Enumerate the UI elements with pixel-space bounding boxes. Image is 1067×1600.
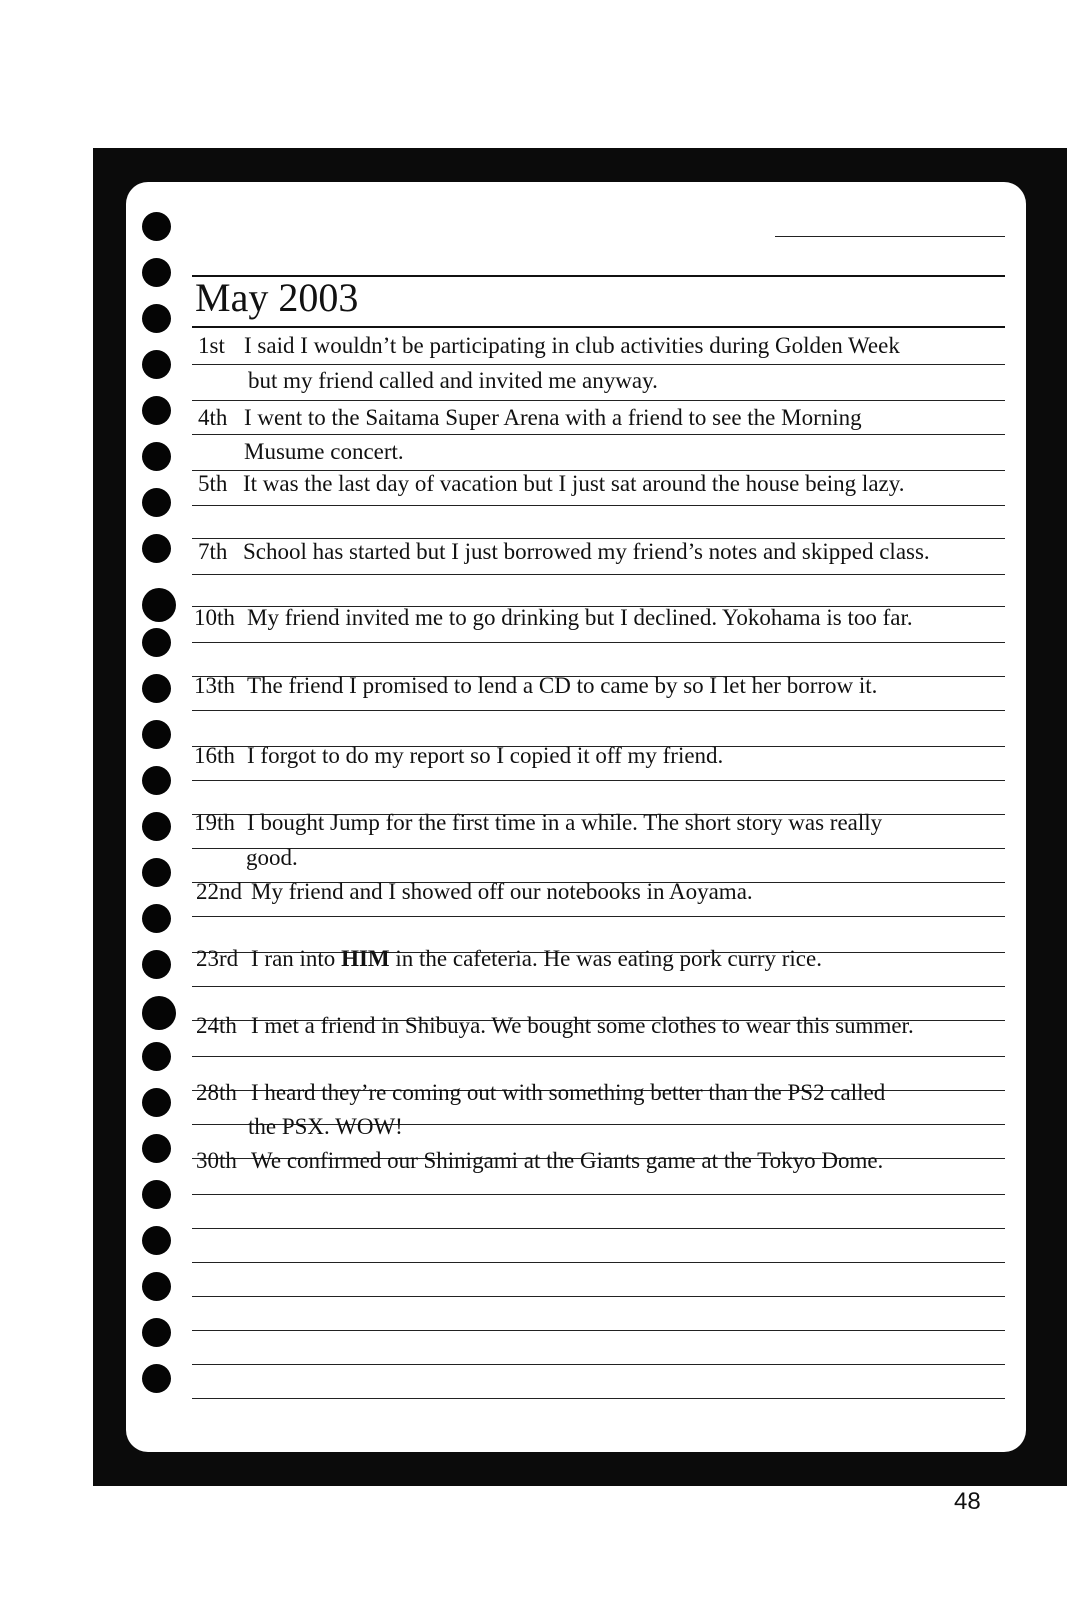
date-line: [775, 236, 1005, 237]
ruled-line: [192, 710, 1005, 711]
entry-day: 13th: [194, 673, 235, 698]
entry-day: 5th: [198, 471, 228, 496]
entry-continuation: Musume concert.: [244, 439, 404, 464]
entry-day: 24th: [196, 1013, 237, 1038]
diary-entry: [196, 877, 753, 907]
diary-entry: [194, 603, 913, 633]
binder-hole: [142, 766, 171, 795]
diary-entry: [198, 331, 900, 361]
diary-month-title: May 2003: [195, 275, 359, 320]
diary-entry: [196, 944, 822, 974]
binder-hole: [142, 212, 171, 241]
binder-hole: [142, 396, 171, 425]
entry-day: 19th: [194, 810, 235, 835]
entry-text: I ran into: [251, 946, 336, 971]
diary-entry: [196, 1078, 885, 1108]
highlighted-word: HIM: [341, 946, 390, 971]
binder-hole: [142, 1226, 171, 1255]
binder-hole: [142, 904, 171, 933]
entry-text: My friend invited me to go drinking but I declined. Yokohama is too far.: [247, 605, 913, 630]
page-number: 48: [954, 1488, 981, 1515]
diary-entry: [194, 671, 877, 701]
ruled-line: [192, 916, 1005, 917]
entry-day: 4th: [198, 405, 228, 430]
ruled-line: [192, 1194, 1005, 1195]
entry-day: 10th: [194, 605, 235, 630]
ruled-line: [192, 326, 1005, 328]
ruled-line: [192, 1398, 1005, 1399]
binder-hole: [142, 720, 171, 749]
entry-text: My friend and I showed off our notebooks in Aoyama.: [251, 879, 753, 904]
binder-hole: [142, 858, 171, 887]
ruled-line: [192, 1056, 1005, 1057]
ruled-line: [192, 1364, 1005, 1365]
binder-hole: [142, 488, 171, 517]
ruled-line: [192, 400, 1005, 401]
entry-text: in the cafeteria. He was eating pork curry rice.: [395, 946, 822, 971]
binder-hole: [142, 258, 171, 287]
ruled-line: [192, 1296, 1005, 1297]
diary-entry: [194, 741, 723, 771]
binder-hole: [142, 442, 171, 471]
entry-text: The friend I promised to lend a CD to came by so I let her borrow it.: [247, 673, 878, 698]
entry-text: We confirmed our Shinigami at the Giants game at the Tokyo Dome.: [251, 1148, 884, 1173]
entry-text: I heard they’re coming out with something better than the PS2 called: [251, 1080, 886, 1105]
diary-entry: [198, 403, 862, 433]
binder-hole: [142, 628, 171, 657]
ruled-line: [192, 1330, 1005, 1331]
entry-continuation: but my friend called and invited me anyway.: [248, 368, 658, 393]
entry-text: I bought Jump for the first time in a while. The short story was really: [247, 810, 883, 835]
entry-continuation: good.: [246, 845, 298, 870]
ruled-line: [192, 574, 1005, 575]
entry-text: It was the last day of vacation but I just sat around the house being lazy.: [243, 471, 905, 496]
entry-day: 16th: [194, 743, 235, 768]
diary-entry: [196, 1146, 883, 1176]
ruled-line: [192, 848, 1005, 849]
binder-hole: [142, 350, 171, 379]
diary-entry: [198, 469, 905, 499]
entry-text: I went to the Saitama Super Arena with a friend to see the Morning: [244, 405, 862, 430]
binder-hole: [142, 950, 171, 979]
binder-hole: [142, 812, 171, 841]
entry-day: 28th: [196, 1080, 237, 1105]
binder-hole: [142, 1364, 171, 1393]
binder-hole: [142, 1180, 171, 1209]
entry-day: 1st: [198, 333, 225, 358]
binder-hole: [142, 534, 171, 563]
binder-hole: [142, 1318, 171, 1347]
diary-entry: [196, 1011, 914, 1041]
ruled-line: [192, 434, 1005, 435]
entry-continuation: the PSX. WOW!: [248, 1114, 403, 1139]
ruled-line: [192, 986, 1005, 987]
entry-text: I said I wouldn’t be participating in club activities during Golden Week: [244, 333, 900, 358]
ruled-line: [192, 780, 1005, 781]
diary-entry: [194, 808, 882, 838]
binder-hole: [142, 674, 171, 703]
ruled-line: [192, 1262, 1005, 1263]
entry-day: 23rd: [196, 946, 239, 971]
entry-day: 7th: [198, 539, 228, 564]
entry-day: 22nd: [196, 879, 242, 904]
binder-hole: [142, 1134, 171, 1163]
binder-hole: [142, 1088, 171, 1117]
binder-hole: [142, 1272, 171, 1301]
entry-text: I met a friend in Shibuya. We bought some clothes to wear this summer.: [251, 1013, 914, 1038]
entry-day: 30th: [196, 1148, 237, 1173]
ruled-line: [192, 642, 1005, 643]
binder-hole: [142, 304, 171, 333]
ruled-line: [192, 505, 1005, 506]
entry-text: School has started but I just borrowed my friend’s notes and skipped class.: [243, 539, 930, 564]
ruled-line: [192, 364, 1005, 365]
binder-hole: [142, 588, 176, 622]
entry-text: I forgot to do my report so I copied it off my friend.: [247, 743, 724, 768]
binder-hole: [142, 996, 176, 1030]
ruled-line: [192, 1228, 1005, 1229]
binder-hole: [142, 1042, 171, 1071]
diary-entry: [198, 537, 930, 567]
